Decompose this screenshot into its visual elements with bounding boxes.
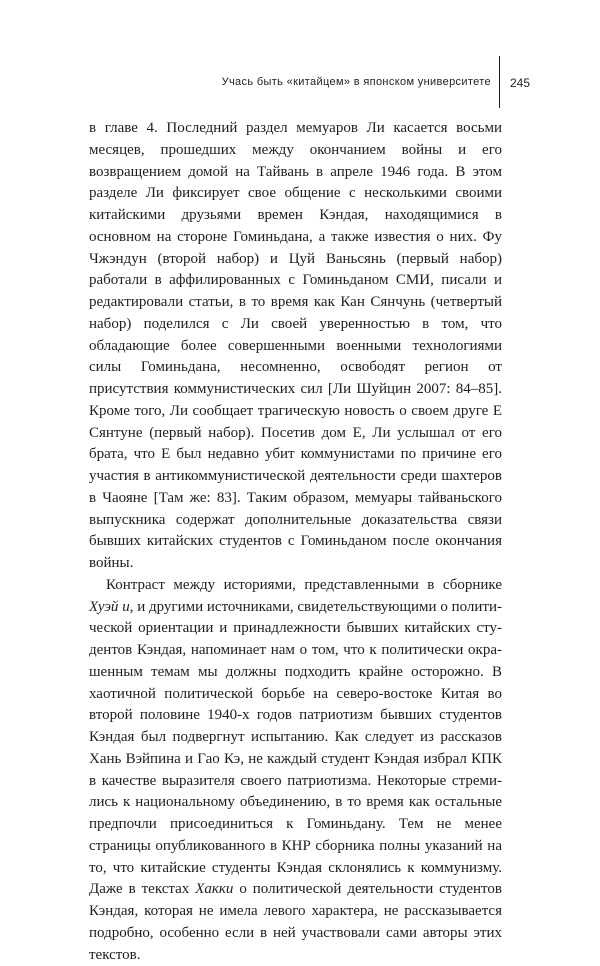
header-vertical-rule [499,56,500,108]
paragraph-2 [89,575,502,966]
body-text [89,118,502,966]
paragraph-1: в главе 4. Последний раздел мемуаров Ли касается восьми месяцев, прошедших между окончанием войны и его возвращением домой на Тайвань в апреле 1946 года. В этом разделе Ли фиксирует свое общение с несколькими своими китайскими друзьями времен Кэндая, находящимися в основном на стороне Гоминьдана, а также известия о них. Фу Чжэндун (второй набор) и Цуй Ваньсянь (первый набор) работали в аффилированных с Гоминьданом СМИ, писали и редактировали статьи, в то время как Кан Сянчунь (четвертый набор) поделился с Ли своей уверенностью в том, что обладающие более совершенными военными технологиями силы Гоминьдана, несомненно, освободят регион от присутствия коммунистических сил [Ли Шуйцин 2007: 84–85]. Кроме того, Ли сообщает трагическую новость о своем друге Е Сянтуне (первый набор). Посетив дом Е, Ли услышал от его брата, что Е был недавно убит коммунистами по причине его участия в антикоммунистической деятельности среди шахтеров в Чаояне [Там же: 83]. Таким образом, мемуары тайваньского выпускника содержат дополнительные доказательства связи бывших китайских студентов с Гоминьданом после окончания войны. [89,120,502,571]
paragraph-2-text-end: о политической деятельности студентов Кэндая, которая не имела левого характера, не рассказывается подробно, особенно если в ней участвовали сами авторы этих текстов. [89,881,502,963]
term-hakki: Хакки [195,881,234,898]
paragraph-2-text-start: Контраст между историями, представленными в сборнике [106,576,502,593]
running-head-title: Учась быть «китайцем» в японском университете [221,76,491,88]
page-number: 245 [510,76,531,90]
book-title-huei-i: Хуэй и [89,598,130,615]
paragraph-2-text-middle: , и другими источниками, свидетельствующими о политической ориентации и принадлежности бывших китайских студентов Кэндая, напоминает нам о том, что к политически окрашенным темам мы должны подходить крайне осторожно. В хаотичной политической борьбе на северо-востоке Китая во второй половине 1940-х годов патриотизм бывших студентов Кэндая был подвергнут испытанию. Как следует из рассказов Хань Вэйпина и Гао Кэ, не каждый студент Кэндая избрал КПК в качестве выразителя своего патриотизма. Некоторые стремились к национальному объединению, в то время как остальные предпочли присоединиться к Гоминьдану. Тем не менее страницы опубликованного в КНР сборника полны указаний на то, что китайские студенты Кэндая склонялись к коммунизму. Даже в текстах [89,598,503,898]
